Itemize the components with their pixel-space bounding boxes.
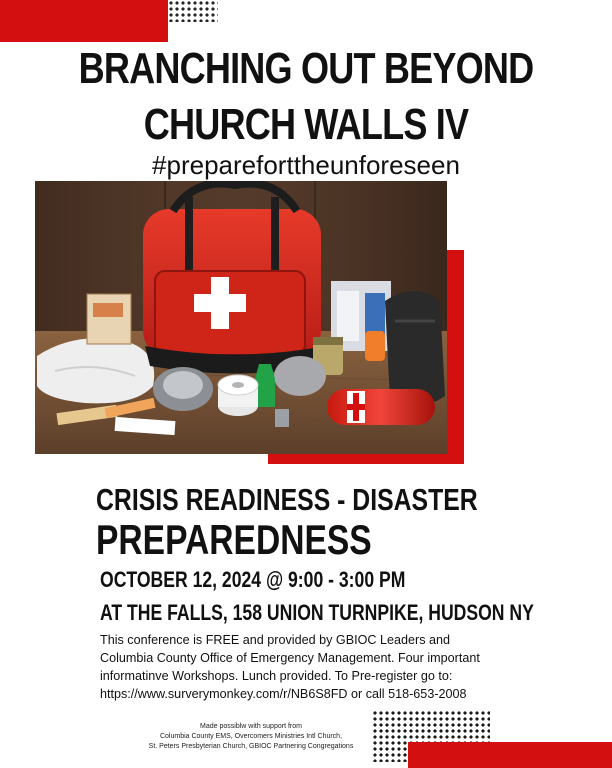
event-description [100,631,560,703]
support-line: St. Peters Presbyterian Church, GBIOC Partnering Congregations [148,743,354,750]
support-line: Columbia County EMS, Overcomers Ministries Intl Church, [159,733,343,740]
halftone-pattern-top [168,0,218,22]
red-corner-block-top [0,0,168,42]
event-date-time: OCTOBER 12, 2024 @ 9:00 - 3:00 PM [100,567,406,592]
hashtag: #prepareforttheunforeseen [152,150,460,180]
description-line: informatinve Workshops. Lunch provided. To Pre-register go to: [100,669,453,683]
title-line-1: BRANCHING OUT BEYOND [78,44,534,93]
description-line: This conference is FREE and provided by GBIOC Leaders and [100,633,451,647]
event-venue: AT THE FALLS, 158 UNION TURNPIKE, HUDSON NY [100,600,534,625]
description-line: https://www.surverymonkey.com/r/NB6S8FD or call 518-653-2008 [100,687,467,701]
emergency-kit-photo [35,181,447,454]
support-credits [118,722,384,752]
red-corner-block-bottom [408,742,612,768]
topic-heading-line-2: PREPAREDNESS [96,516,372,563]
title-line-2: CHURCH WALLS IV [143,100,469,149]
support-line: Made possiblw with support from [200,723,302,730]
topic-heading-line-1: CRISIS READINESS - DISASTER [96,482,478,517]
description-line: Columbia County Office of Emergency Management. Four important [100,651,480,665]
